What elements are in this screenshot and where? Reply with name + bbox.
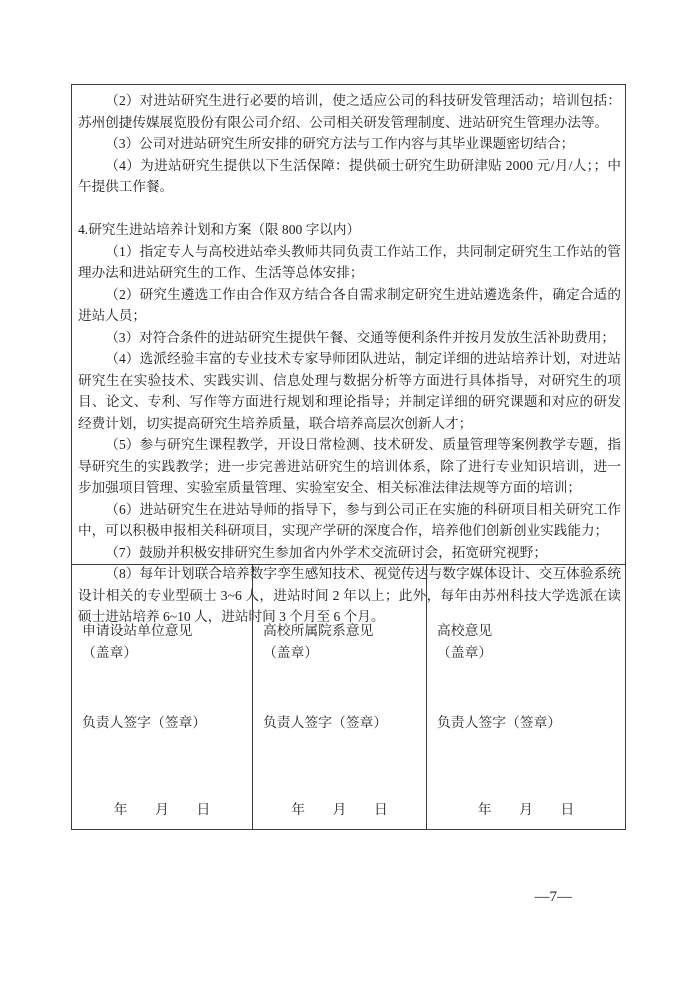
- section4-item-2: （2）研究生遴选工作由合作双方结合各自需求制定研究生进站遴选条件，确定合适的进站人员；: [78, 286, 621, 323]
- signature-cell-university-department: [253, 565, 427, 829]
- training-plan-section: [72, 85, 625, 624]
- section4-item-1: （1）指定专人与高校进站牵头教师共同负责工作站工作，共同制定研究生工作站的管理办法和进站研究生的工作、生活等总体安排；: [78, 243, 621, 280]
- application-form-table: [71, 84, 626, 830]
- signature-title-block: [263, 620, 420, 663]
- signature-title: 申请设站单位意见: [82, 623, 193, 638]
- section4-title: 4.研究生进站培养计划和方案（限 800 字以内）: [78, 222, 361, 237]
- intro-item-2: （2）对进站研究生进行必要的培训，使之适应公司的科技研发管理活动；培训包括：苏州创捷传媒展览股份有限公司介绍、公司相关研发管理制度、进站研究生管理办法等。: [78, 93, 621, 130]
- section4-item-6: （6）进站研究生在进站导师的指导下，参与到公司正在实施的科研项目相关研究工作中，可以积极申报相关科研项目，实现产学研的深度合作，培养他们创新创业实践能力；: [78, 501, 621, 538]
- date-label: 年 月 日: [113, 802, 211, 817]
- signature-cell-applicant-unit: [72, 565, 253, 829]
- section4-item-3: （3）对符合条件的进站研究生提供午餐、交通等便利条件并按月发放生活补助费用；: [105, 329, 615, 345]
- section4-item-8: （8）每年计划联合培养数字孪生感知技术、视觉传达与数字媒体设计、交互体验系统设计相关的专业型硕士 3~6 人，进站时间 2 年以上；此外，每年由苏州科技大学选派在读硕士进站培养 6~10 人，进站时间 3 个月至 6 个月。: [78, 566, 621, 624]
- page-number: —7—: [534, 889, 572, 905]
- date-label: 年 月 日: [291, 802, 388, 817]
- section4-item-4: （4）选派经验丰富的专业技术专家导师团队进站，制定详细的进站培养计划，对进站研究生在实验技术、实践实训、信息处理与数据分析等方面进行具体指导，对研究生的项目、论文、专利、写作等方面进行规划和理论指导；并制定详细的研究课题和对应的研发经费计划，切实提高研究生培养质量，联合培养高层次创新人才；: [78, 351, 621, 431]
- seal-note: （盖章）: [82, 644, 138, 660]
- signature-title: 高校所属院系意见: [263, 623, 374, 638]
- seal-note: （盖章）: [437, 644, 493, 660]
- date-label: 年 月 日: [477, 802, 575, 817]
- section4-item-7: （7）鼓励并积极安排研究生参加省内外学术交流研讨会，拓宽研究视野；: [105, 544, 547, 560]
- signer-label: 负责人签字（签章）: [263, 715, 388, 730]
- signature-cell-university: [427, 565, 625, 829]
- seal-note: （盖章）: [263, 644, 319, 660]
- intro-item-3: （3）公司对进站研究生所安排的研究方法与工作内容与其毕业课题密切结合；: [105, 136, 575, 151]
- signature-title-block: [82, 620, 246, 663]
- section4-item-5: （5）参与研究生课程教学，开设日常检测、技术研发、质量管理等案例教学专题，指导研究生的实践教学；进一步完善进站研究生的培训体系，除了进行专业知识培训，进一步加强项目管理、实验室质量管理、实验室安全、相关标准法律法规等方面的培训；: [78, 437, 621, 495]
- signer-label: 负责人签字（签章）: [82, 715, 207, 730]
- intro-item-4: （4）为进站研究生提供以下生活保障：提供硕士研究生助研津贴 2000 元/月/人；；中午提供工作餐。: [78, 157, 621, 194]
- signature-row: [72, 565, 625, 829]
- signature-title: 高校意见: [437, 623, 493, 638]
- signature-title-block: [437, 620, 619, 663]
- signer-label: 负责人签字（签章）: [437, 715, 562, 730]
